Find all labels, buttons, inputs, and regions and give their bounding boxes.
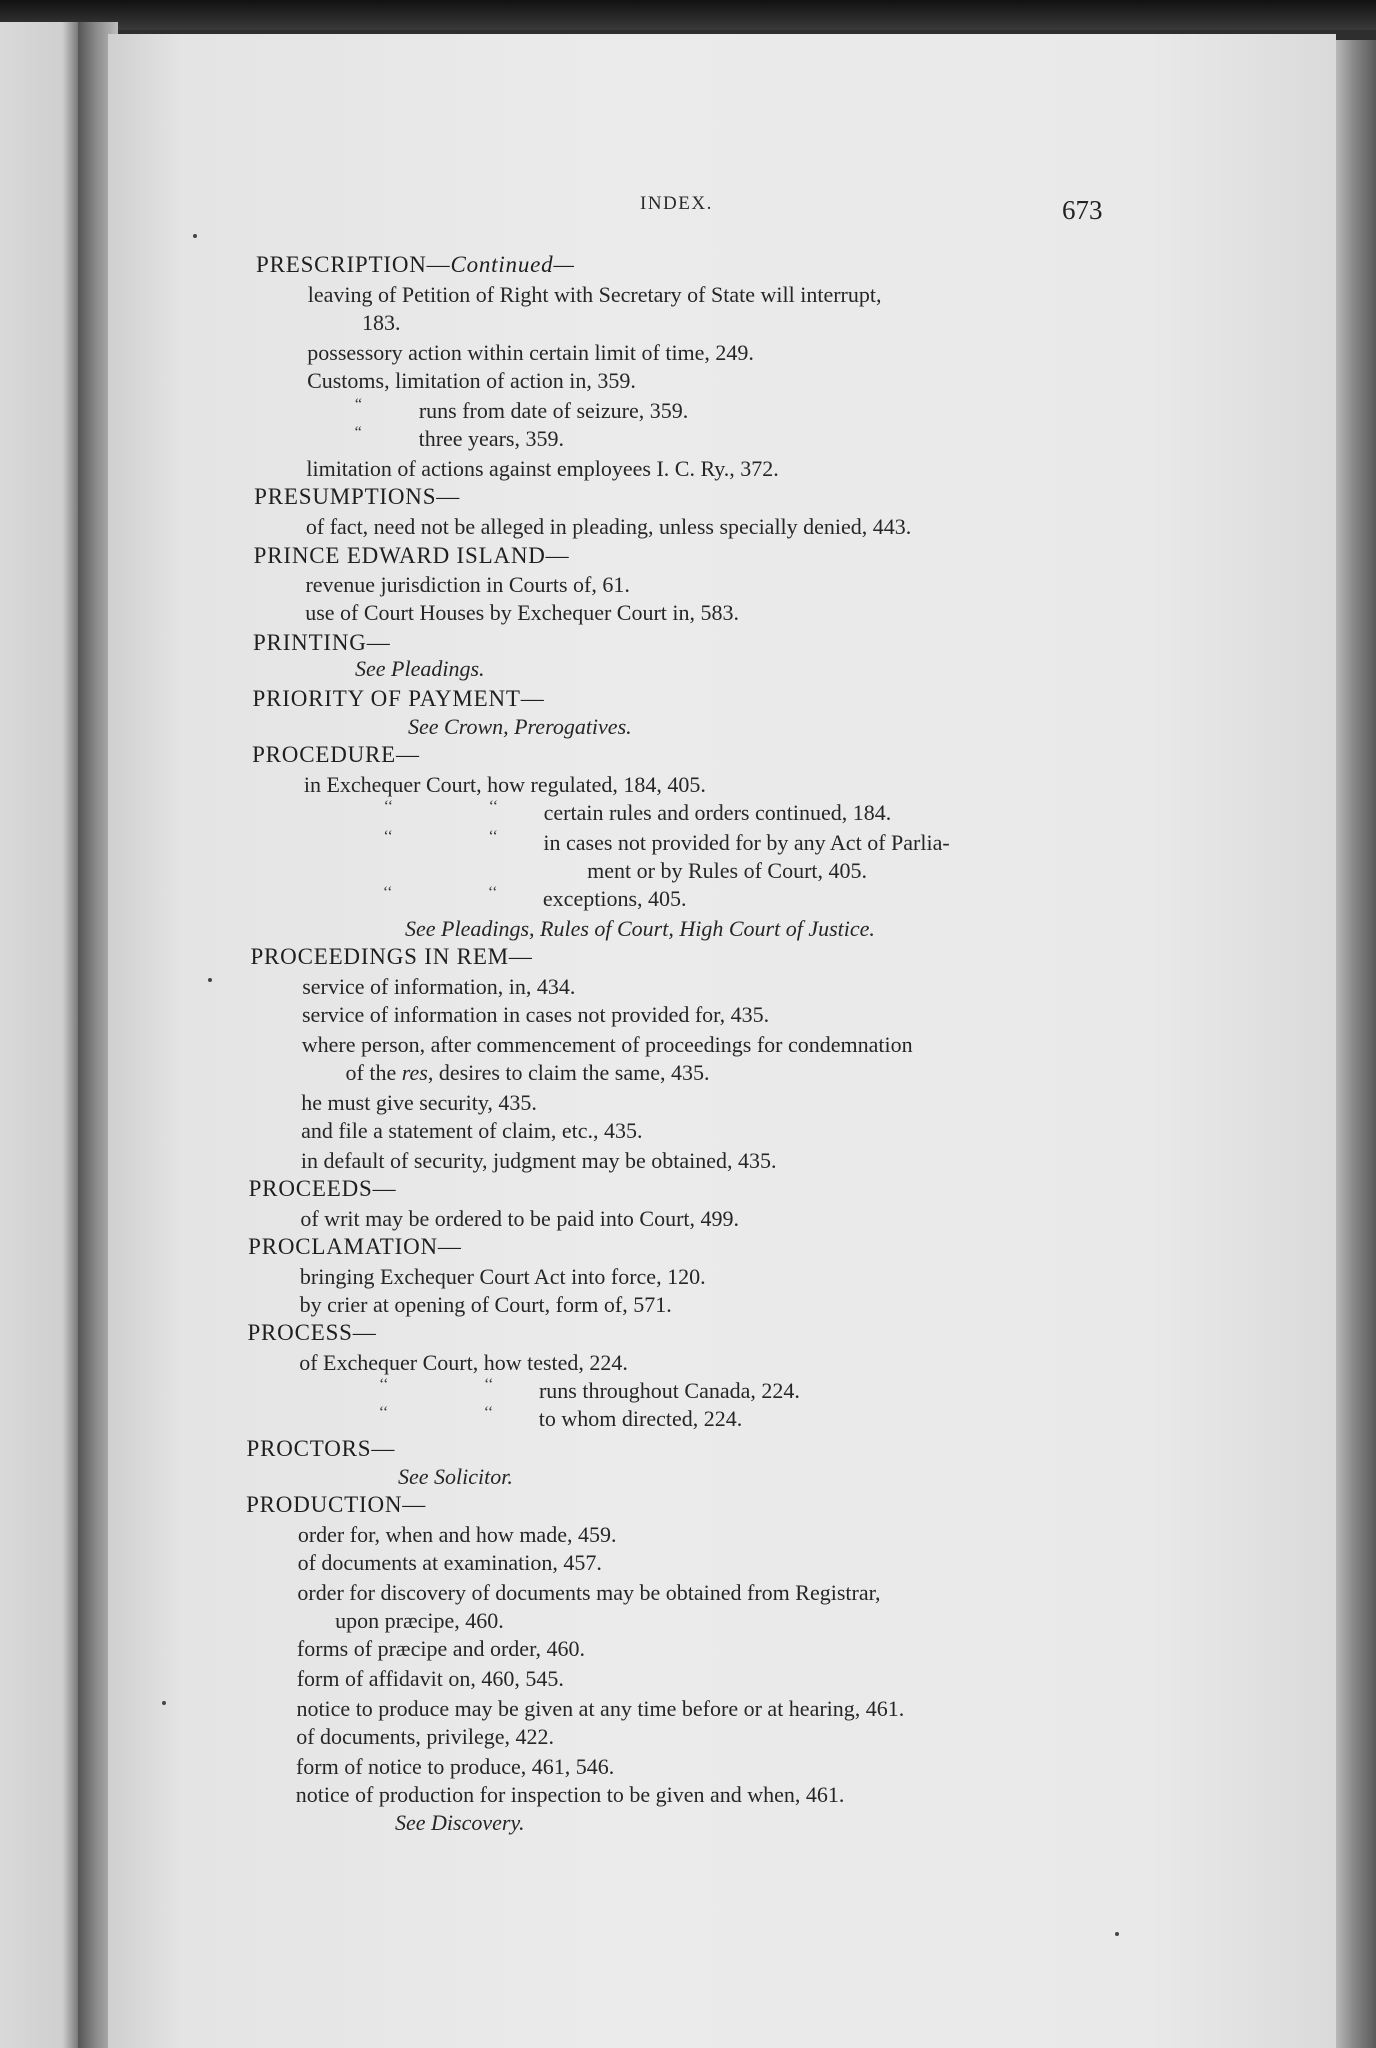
see-reference: See Pleadings. xyxy=(355,656,485,681)
ditto-mark: ‘‘ xyxy=(383,828,393,845)
italic-text: Continued— xyxy=(450,252,575,277)
index-subentry: of documents, privilege, 422. xyxy=(296,1724,555,1749)
index-subentry: where person, after commencement of proceedings for condemnation xyxy=(301,1032,913,1057)
index-subentry: of writ may be ordered to be paid into Court, 499. xyxy=(300,1206,740,1231)
index-subentry: use of Court Houses by Exchequer Court in, 583. xyxy=(305,600,740,625)
index-subentry: form of affidavit on, 460, 545. xyxy=(296,1666,564,1691)
index-subentry: form of notice to produce, 461, 546. xyxy=(295,1754,615,1779)
index-subentry: service of information, in, 434. xyxy=(302,974,576,999)
ditto-mark: ‘‘ xyxy=(488,828,498,845)
ditto-mark: ‘‘ xyxy=(487,884,498,901)
ditto-mark: ‘‘ xyxy=(488,798,499,815)
index-subentry: certain rules and orders continued, 184. xyxy=(543,800,892,825)
index-heading: PRINCE EDWARD ISLAND— xyxy=(253,543,570,568)
index-subentry: by crier at opening of Court, form of, 571. xyxy=(299,1292,672,1317)
index-subentry: runs throughout Canada, 224. xyxy=(538,1378,800,1403)
ditto-mark: “ xyxy=(354,424,362,441)
index-subentry xyxy=(346,1060,710,1086)
index-subentry: of documents at examination, 457. xyxy=(297,1550,602,1575)
index-subentry: in default of security, judgment may be obtained, 435. xyxy=(300,1148,777,1173)
index-subentry: in cases not provided for by any Act of Parlia- xyxy=(543,830,950,855)
italic-text: res xyxy=(401,1060,428,1085)
index-subentry: runs from date of seizure, 359. xyxy=(418,398,689,423)
ditto-mark: ‘‘ xyxy=(378,1376,389,1393)
see-reference: See Crown, Prerogatives. xyxy=(408,714,632,739)
index-heading: PRINTING— xyxy=(252,630,391,655)
index-subentry: notice to produce may be given at any time before or at hearing, 461. xyxy=(296,1696,905,1721)
ditto-mark: “ xyxy=(354,396,362,413)
see-reference: See Discovery. xyxy=(395,1810,525,1835)
index-heading: PROCTORS— xyxy=(246,1436,396,1461)
index-subentry: possessory action within certain limit of time, 249. xyxy=(307,340,754,365)
see-reference: See Solicitor. xyxy=(398,1464,513,1489)
index-subentry: exceptions, 405. xyxy=(542,886,687,911)
ditto-mark: ‘‘ xyxy=(383,798,394,815)
index-heading: PRIORITY OF PAYMENT— xyxy=(252,686,545,711)
index-subentry: notice of production for inspection to be given and when, 461. xyxy=(295,1782,845,1807)
dust-speck xyxy=(193,234,197,238)
ditto-mark: ‘‘ xyxy=(382,884,393,901)
index-subentry: ment or by Rules of Court, 405. xyxy=(587,858,868,883)
index-subentry: of fact, need not be alleged in pleading, unless specially denied, 443. xyxy=(305,514,912,539)
index-heading: PROCESS— xyxy=(247,1320,377,1345)
index-subentry: of Exchequer Court, how tested, 224. xyxy=(299,1350,628,1375)
index-heading: PROCEDURE— xyxy=(252,742,420,767)
index-subentry: Customs, limitation of action in, 359. xyxy=(307,368,636,393)
page-number: 673 xyxy=(1062,195,1103,225)
index-subentry: revenue jurisdiction in Courts of, 61. xyxy=(305,572,630,597)
index-subentry: 183. xyxy=(362,310,401,335)
index-heading: PROCEEDINGS IN REM— xyxy=(250,944,533,969)
text-run: PRESCRIPTION— xyxy=(256,252,451,277)
see-reference xyxy=(405,916,875,942)
index-subentry: to whom directed, 224. xyxy=(538,1406,743,1431)
italic-text: See Pleadings, Rules of Court, High Court of Justice. xyxy=(405,916,875,941)
index-subentry: limitation of actions against employees I. C. Ry., 372. xyxy=(306,456,779,481)
text-run: , desires to claim the same, 435. xyxy=(427,1060,710,1085)
index-subentry: upon præcipe, 460. xyxy=(335,1608,504,1633)
index-subentry: order for, when and how made, 459. xyxy=(297,1522,617,1547)
index-subentry: leaving of Petition of Right with Secretary of State will interrupt, xyxy=(307,282,882,307)
ditto-mark: ‘‘ xyxy=(378,1404,389,1421)
dust-speck xyxy=(162,1701,166,1705)
index-subentry: in Exchequer Court, how regulated, 184, 405. xyxy=(303,772,706,797)
index-subentry: three years, 359. xyxy=(418,426,564,451)
index-subentry: forms of præcipe and order, 460. xyxy=(296,1636,586,1661)
ditto-mark: ‘‘ xyxy=(483,1404,494,1421)
ditto-mark: ‘‘ xyxy=(483,1376,494,1393)
text-run: of the xyxy=(345,1060,402,1085)
index-subentry: he must give security, 435. xyxy=(301,1090,537,1115)
index-subentry: bringing Exchequer Court Act into force, 120. xyxy=(299,1264,706,1289)
index-heading: PRESUMPTIONS— xyxy=(254,484,461,509)
index-heading: PRODUCTION— xyxy=(246,1492,427,1517)
index-heading xyxy=(256,252,575,278)
index-subentry: and file a statement of claim, etc., 435. xyxy=(301,1118,643,1143)
index-subentry: order for discovery of documents may be obtained from Registrar, xyxy=(297,1580,881,1605)
running-head: INDEX. xyxy=(640,193,713,214)
index-heading: PROCEEDS— xyxy=(248,1176,397,1201)
index-subentry: service of information in cases not provided for, 435. xyxy=(302,1002,770,1027)
dust-speck xyxy=(208,978,212,982)
dust-speck xyxy=(1115,1932,1119,1936)
index-heading: PROCLAMATION— xyxy=(248,1234,462,1259)
